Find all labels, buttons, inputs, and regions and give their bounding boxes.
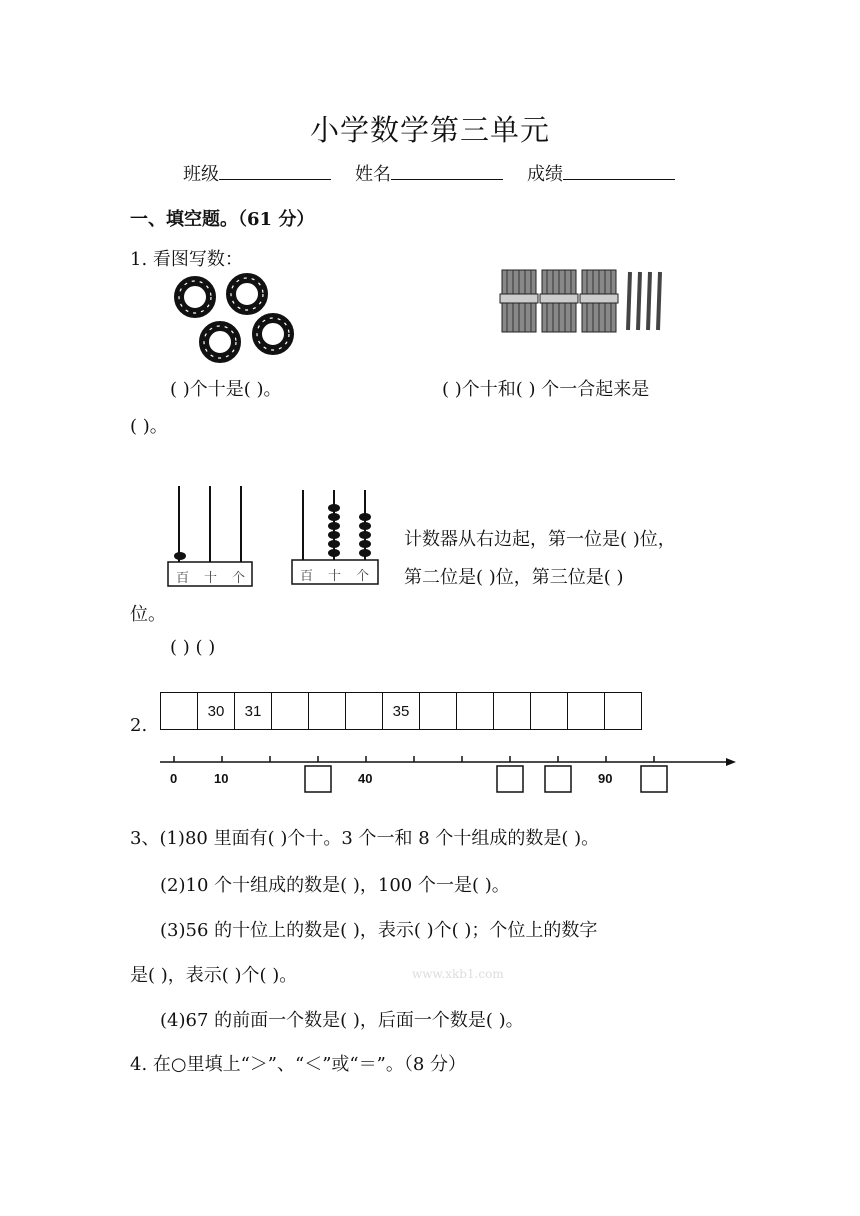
answer-box-70 [497,766,523,792]
answer-box-80 [545,766,571,792]
grid-cell[interactable] [494,693,531,729]
grid-cell[interactable] [272,693,309,729]
abacus-label-hundreds: 百 [176,571,190,586]
abacus-answer-blanks: ( ) ( ) [170,637,216,658]
class-field [183,160,331,186]
q3-line4: 是( )，表示( )个( )。 [130,965,298,986]
question-4-label: 4. 在○里填上“＞”、“＜”或“＝”。（8 分） [130,1054,466,1075]
class-label: 班级 [183,164,219,185]
grid-cell[interactable] [457,693,494,729]
grid-cell[interactable] [161,693,198,729]
grid-cell: 35 [383,693,420,729]
abacus-empty [166,484,256,589]
section-heading: 一、填空题。（61 分） [130,209,315,230]
number-grid [160,692,642,730]
score-label: 成绩 [527,164,563,185]
score-field [527,160,675,186]
stick-bundles-illustration [498,268,678,336]
question-2-label: 2. [130,715,148,736]
grid-cell[interactable] [531,693,568,729]
abacus-desc-line1: 计数器从右边起，第一位是( )位， [404,529,676,550]
q3-line2: (2)10 个十组成的数是( )，100 个一是( )。 [160,875,510,896]
grid-cell[interactable] [605,693,641,729]
number-line-label-90: 90 [598,771,613,786]
watermark: www.xkb1.com [412,967,504,981]
bead-ring [231,278,263,310]
grid-cell: 31 [235,693,272,729]
answer-box-20 [305,766,331,792]
grid-cell[interactable] [346,693,383,729]
name-label: 姓名 [355,164,391,185]
answer-box-100 [641,766,667,792]
grid-cell[interactable] [568,693,605,729]
number-line-label-40: 40 [358,771,373,786]
abacus-label-ones: 个 [356,569,370,584]
question-1-label: 1. 看图写数： [130,249,243,270]
number-line-label-10: 10 [214,771,229,786]
bead-ring [204,326,236,358]
q3-line3: (3)56 的十位上的数是( )，表示( )个( )；个位上的数字 [160,920,598,941]
q3-line5: (4)67 的前面一个数是( )，后面一个数是( )。 [160,1010,524,1031]
abacus-label-ones: 个 [232,571,246,586]
number-line [160,750,740,800]
abacus-desc-line3: 位。 [130,604,166,625]
stick-bundle [500,270,538,332]
q3-line1: 3、(1)80 里面有( )个十。3 个一和 8 个十组成的数是( )。 [130,828,600,849]
q1-left-fill: ( )个十是( )。 [170,379,282,400]
bead-rings-illustration [170,272,300,367]
score-blank[interactable] [563,161,675,180]
name-field [355,160,503,186]
page-title: 小学数学第三单元 [309,113,550,147]
grid-cell[interactable] [420,693,457,729]
abacus-desc-line2: 第二位是( )位，第三位是( ) [404,567,624,588]
stick-bundle [580,270,618,332]
bead-ring [179,281,211,313]
q1-right-fill-cont: ( )。 [130,416,168,437]
single-sticks [628,272,660,330]
bead-ring [257,318,289,350]
abacus-label-tens: 十 [328,569,342,584]
class-blank[interactable] [219,161,331,180]
abacus-beads [290,488,382,588]
q1-right-fill: ( )个十和( ) 个一合起来是 [442,379,650,400]
abacus-label-hundreds: 百 [300,569,314,584]
grid-cell: 30 [198,693,235,729]
name-blank[interactable] [391,161,503,180]
stick-bundle [540,270,578,332]
number-line-label-0: 0 [170,771,178,786]
grid-cell[interactable] [309,693,346,729]
abacus-label-tens: 十 [204,571,218,586]
